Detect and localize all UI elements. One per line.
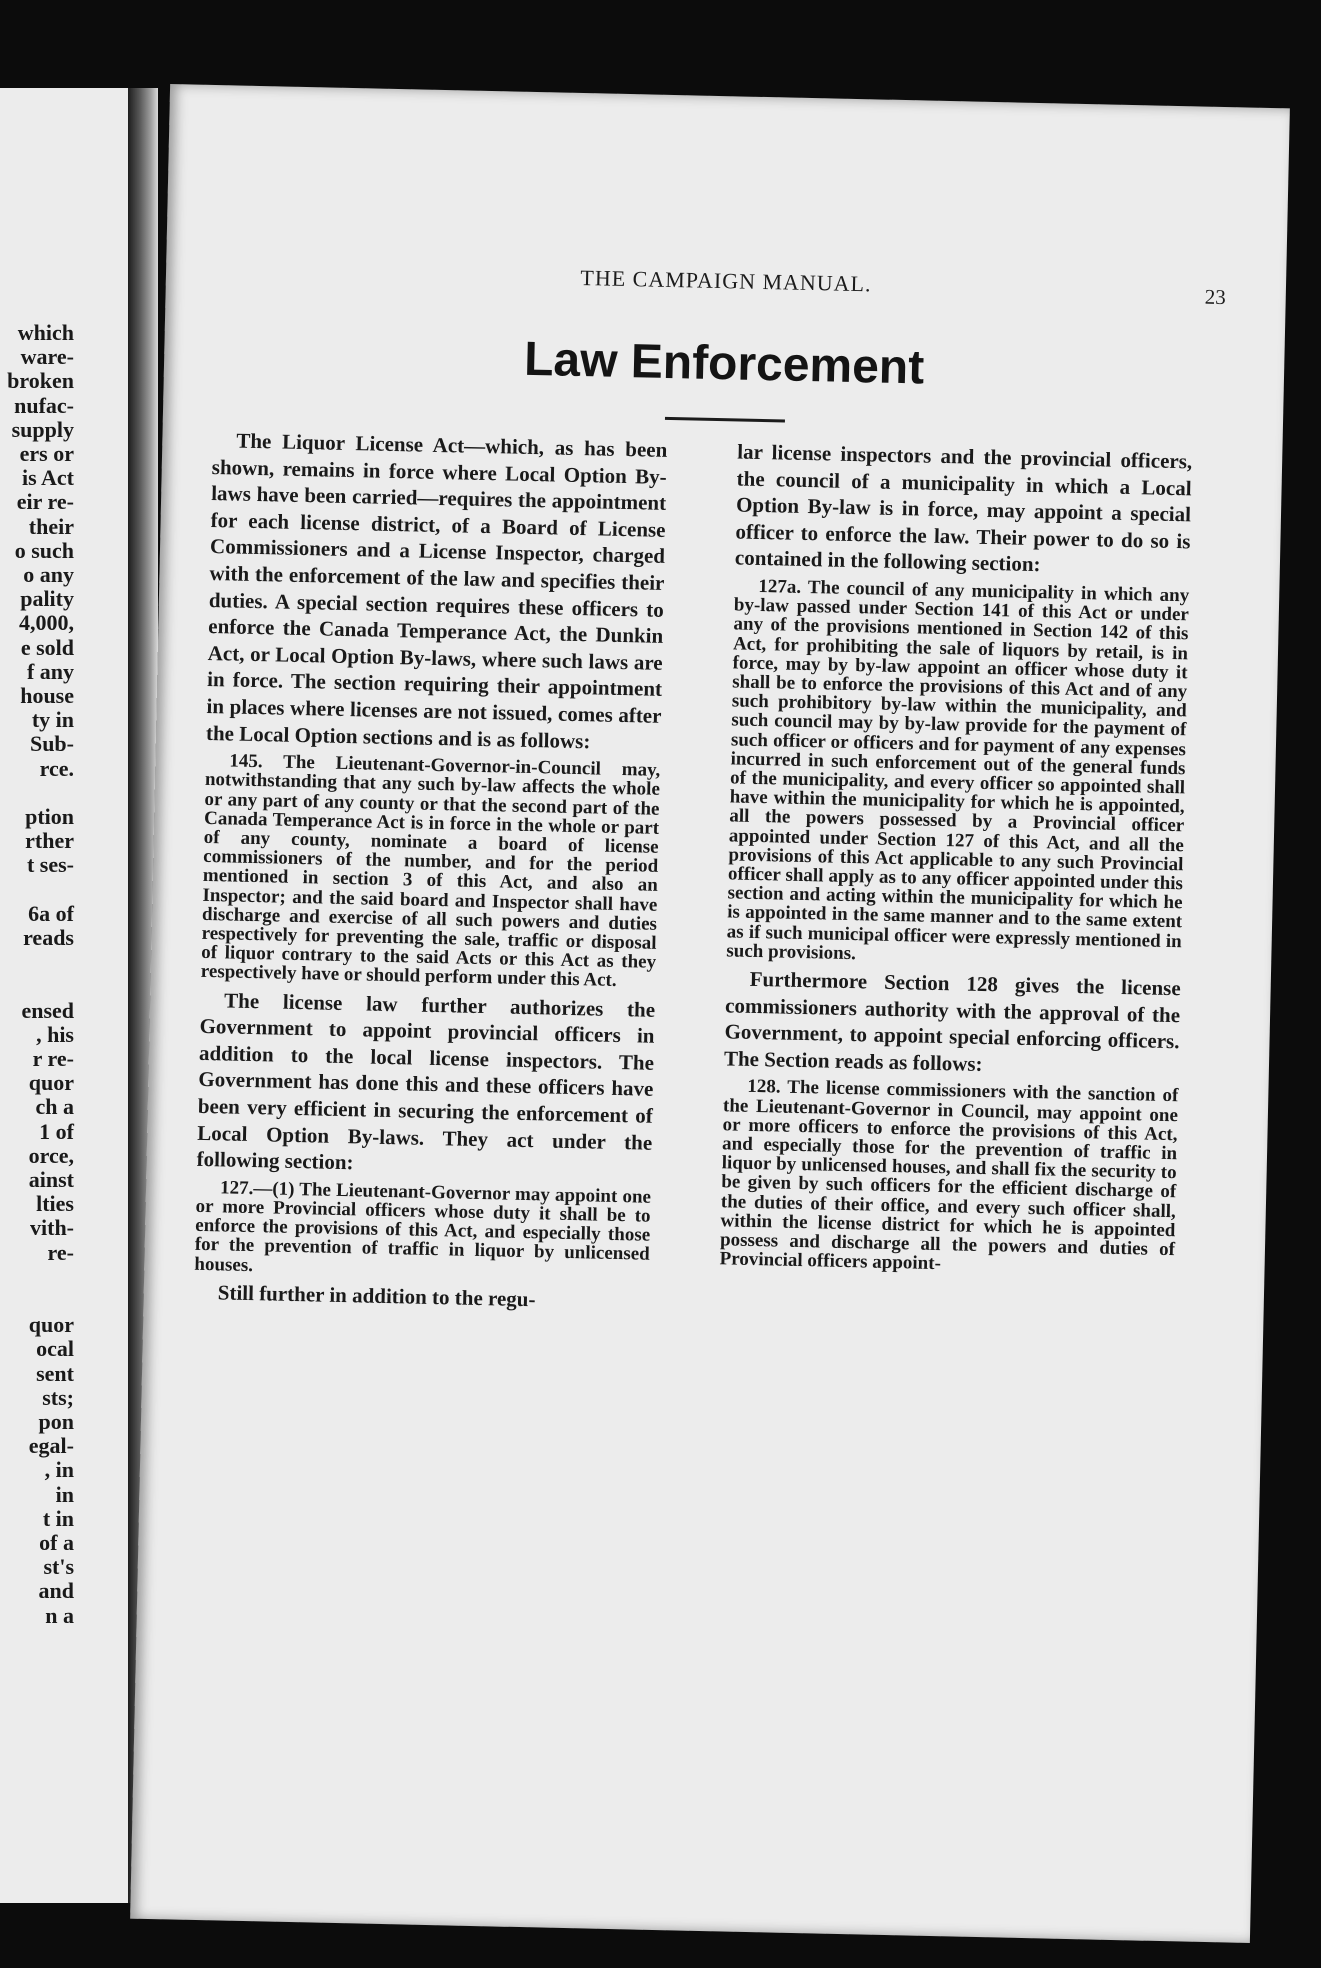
previous-page-line: o such [14, 537, 74, 563]
paragraph: The Liquor License Act—which, as has been shown, remains in force where Local Option By-laws have been carried—requires the appointment for each license district, of a Board of License Commissioners and a License Inspector, charged with the enforcement of the law and specifies their duties. A special section requires these officers to enforce the Canada Temperance Act, the Dunkin Act, or Local Option By-laws, where such laws are in force. The section requiring their appointment in places where licenses are not issued, comes after the Local Option sections and is as follows: [205, 428, 668, 753]
previous-page-line: ware- [20, 344, 74, 370]
previous-page-line: , his [36, 1021, 74, 1047]
previous-page-line: f any [26, 658, 74, 684]
previous-page-line: quor [28, 1312, 74, 1338]
previous-page-line: Sub- [29, 731, 74, 757]
running-head: THE CAMPAIGN MANUAL. [580, 265, 872, 297]
statute-quote: 127a. The council of any municipality in which any by-law passed under Section 141 of this Act or under any of the provisions mentioned in Section 142 of this Act, for prohibiting the sale of liquors by retail, is in force, may by by-law appoint an officer whose duty it shall be to enforce the provisions of this Act and of any such prohibitory by-law within the municipality, and such council may by by-law provide for the payment of such officer or officers and for payment of any expenses incurred in such enforcement out of the general funds of the municipality, and every officer so appointed shall have within the municipality for which he is appointed, all the powers possessed by a Provincial officer appointed under Section 127 of this Act, and all the provisions of this Act applicable to any such Provincial officer shall apply as to any officer appointed under this section and acting within the municipality for which he is appointed in the same manner and to the same extent as if such municipal officer were expressly mentioned in such provisions. [726, 575, 1190, 964]
statute-quote: 128. The license commissioners with the sanction of the Lieutenant-Governor in Council, may appoint one or more officers to enforce the provisions of this Act, and especially those for the prevention of traffic in liquor by unlicensed houses, and shall fix the security to be given by such officers for the efficient discharge of the duties of their office, and every such officer shall, within the license district for which he is appointed possess and discharge all the powers and duties of Provincial officers appoint- [719, 1076, 1179, 1275]
previous-page-line: pality [20, 586, 74, 612]
previous-page-line: 1 of [39, 1118, 74, 1144]
previous-page-line: orce, [28, 1142, 74, 1168]
previous-page-line: in [55, 1481, 74, 1507]
previous-page-line: house [20, 683, 74, 708]
previous-page-line: egal- [28, 1433, 74, 1459]
previous-page-line: ers or [19, 441, 74, 466]
previous-page-line: ch a [35, 1094, 74, 1120]
statute-quote: 127.—(1) The Lieutenant-Governor may appoint one or more Provincial officers whose duty it shall be to enforce the provisions of this Act, and especially those for the prevention of traffic in liquor by unlicensed houses. [194, 1177, 652, 1276]
statute-quote: 145. The Lieutenant-Governor-in-Council may, notwithstanding that any such by-law affects the whole or any part of any county or that the second part of the Canada Temperance Act is in force in the whole or part of any county, nominate a board of license commissioners of the number, and for the period mentioned in section 3 of this Act, and also an Inspector; and the said board and Inspector shall have discharge and exercise of all such powers and duties respectively for preventing the sale, traffic or disposal of liquor contrary to the said Acts or this Act as they respectively have or should perform under this Act. [200, 750, 661, 992]
page-title: Law Enforcement [523, 332, 925, 395]
previous-page-line: 6a of [28, 900, 74, 926]
previous-page-line: rther [25, 828, 74, 854]
previous-page-line: sent [36, 1360, 74, 1386]
previous-page-line: pon [38, 1409, 74, 1434]
document-page [130, 84, 1290, 1943]
previous-page-line: ty in [31, 707, 74, 733]
paragraph: lar license inspectors and the provincial officers, the council of a municipality in which a Local Option By-law is in force, may appoint a special officer to enforce the law. Their power to do so is contained in the following section: [734, 439, 1193, 577]
paragraph: The license law further authorizes the Government to appoint provincial officers in addition to the local license inspectors. The Government has done this and these officers have been very efficient in securing the enforcement of Local Option By-laws. They act under the following section: [196, 987, 656, 1175]
previous-page-line: n a [45, 1602, 74, 1628]
previous-page-line: e sold [20, 634, 74, 660]
previous-page-line: rce. [39, 755, 74, 781]
previous-page-line: 4,000, [19, 610, 74, 636]
previous-page-line: is Act [22, 465, 74, 491]
previous-page-line: eir re- [16, 489, 74, 515]
previous-page-line: t ses- [26, 852, 74, 878]
previous-page-line: their [28, 513, 74, 539]
previous-page-line: of a [39, 1530, 74, 1555]
paragraph: Still further in addition to the regu- [217, 1280, 536, 1311]
previous-page-line: sts; [42, 1384, 74, 1410]
previous-page-line: supply [11, 416, 74, 442]
previous-page-line: r re- [32, 1046, 74, 1071]
previous-page-line: o any [23, 562, 74, 587]
previous-page-line: st's [43, 1554, 74, 1580]
right-column [719, 438, 1192, 1283]
previous-page-line: lties [36, 1191, 74, 1217]
paragraph: Furthermore Section 128 gives the license commissioners authority with the approval of the Government, to appoint special enforcing officers. The Section reads as follows: [723, 966, 1181, 1076]
title-rule [665, 417, 785, 423]
previous-page-line: nufac- [14, 392, 74, 418]
previous-page-line: vith- [30, 1215, 74, 1241]
previous-page-line: broken [7, 368, 74, 394]
left-column [193, 427, 667, 1320]
previous-page-line: ainst [28, 1167, 74, 1192]
previous-page-line: quor [28, 1070, 74, 1096]
previous-page-strip [0, 88, 132, 1903]
previous-page-line: t in [42, 1505, 74, 1531]
previous-page-line: re- [47, 1239, 74, 1265]
previous-page-line: ensed [21, 997, 74, 1023]
previous-page-line: reads [23, 925, 74, 950]
previous-page-line: , in [44, 1457, 74, 1483]
previous-page-line: and [38, 1578, 74, 1604]
page-number: 23 [1204, 284, 1227, 310]
previous-page-line: ocal [36, 1336, 74, 1362]
previous-page-line: which [17, 320, 74, 345]
previous-page-line: ption [25, 804, 74, 829]
